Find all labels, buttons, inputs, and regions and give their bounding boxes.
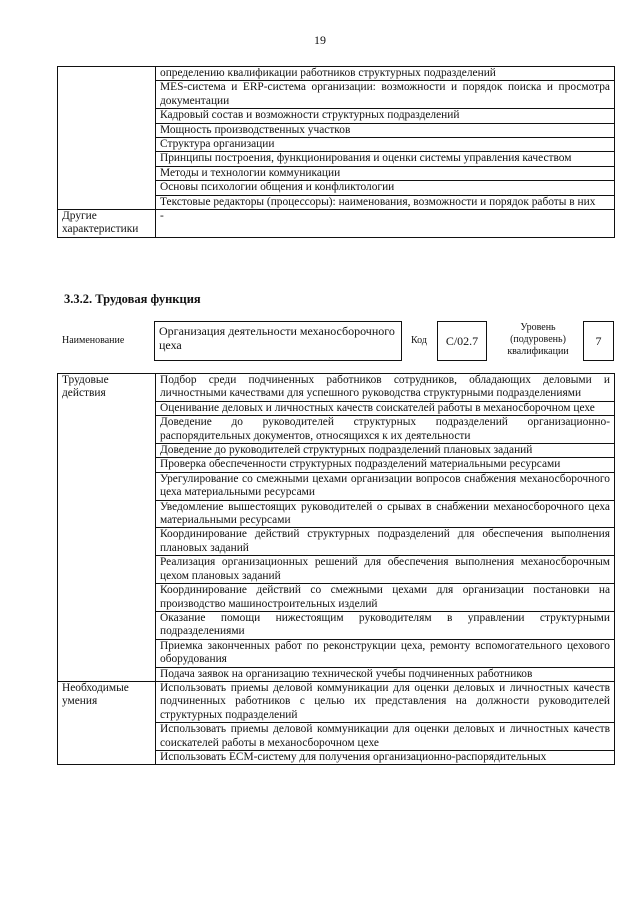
row-cell: Уведомление вышестоящих руководителей о срывах в снабжении механосборочного цеха материальными ресурсами	[156, 500, 615, 528]
row-cell: Использовать приемы деловой коммуникации для оценки деловых и личностных качеств соискателей работы в механосборочном цехе	[156, 723, 615, 751]
row-cell: Доведение до руководителей структурных подразделений плановых заданий	[156, 444, 615, 458]
row-cell: Оказание помощи нижестоящим руководителям в управлении структурными подразделениями	[156, 611, 615, 639]
level-value: 7	[595, 334, 602, 348]
row-cell: -	[156, 210, 615, 238]
row-cell: Кадровый состав и возможности структурных подразделений	[156, 109, 615, 123]
table-row	[58, 210, 615, 238]
row-label: Другие характеристики	[58, 210, 156, 238]
row-cell: Проверка обеспеченности структурных подразделений материальными ресурсами	[156, 458, 615, 472]
code-label: Код	[411, 335, 427, 346]
name-label: Наименование	[62, 335, 125, 346]
level-label: Уровень (подуровень) квалификации	[507, 322, 569, 357]
row-label: Трудовые действия	[58, 374, 156, 682]
row-cell: Подбор среди подчиненных работников сотрудников, обладающих деловыми и личностными качествами для успешного руководства структурными подразделениями	[156, 374, 615, 402]
row-cell: Мощность производственных участков	[156, 123, 615, 137]
name-value: Организация деятельности механосборочного цеха	[159, 324, 395, 352]
row-label	[58, 67, 156, 210]
row-cell: Структура организации	[156, 138, 615, 152]
row-cell: Координирование действий со смежными цехами для организации постановки на производство машиностроительных изделий	[156, 584, 615, 612]
row-cell: Реализация организационных решений для обеспечения выполнения механосборочным цехом плановых заданий	[156, 556, 615, 584]
row-cell: Основы психологии общения и конфликтологии	[156, 181, 615, 195]
row-cell: Текстовые редакторы (процессоры): наименования, возможности и порядок работы в них	[156, 195, 615, 209]
table-row	[58, 681, 615, 722]
row-cell: Принципы построения, функционирования и оценки системы управления качеством	[156, 152, 615, 166]
row-cell: Урегулирование со смежными цехами организации вопросов снабжения механосборочного цеха материальными ресурсами	[156, 472, 615, 500]
table-row	[58, 67, 615, 81]
section-heading: 3.3.2. Трудовая функция	[64, 292, 201, 306]
row-label: Необходимые умения	[58, 681, 156, 764]
row-cell: Координирование действий структурных подразделений для обеспечения выполнения плановых заданий	[156, 528, 615, 556]
row-cell: Использовать ECM-систему для получения организационно-распорядительных	[156, 750, 615, 764]
code-value-box	[437, 321, 487, 361]
labor-function-table	[57, 373, 615, 765]
row-cell: определению квалификации работников структурных подразделений	[156, 67, 615, 81]
row-cell: Использовать приемы деловой коммуникации для оценки деловых и личностных качеств подчиненных работников с целью их представления на должности руководителей структурных подразделений	[156, 681, 615, 722]
level-value-box	[583, 321, 614, 361]
top-requirements-table	[57, 66, 615, 238]
bottom-table-body	[58, 374, 615, 765]
table-row	[58, 374, 615, 402]
row-cell: Приемка законченных работ по реконструкции цеха, ремонту вспомогательного цехового оборудования	[156, 639, 615, 667]
row-cell: MES-система и ERP-система организации: возможности и порядок поиска и просмотра документации	[156, 81, 615, 109]
row-cell: Методы и технологии коммуникации	[156, 166, 615, 180]
page-number: 19	[314, 33, 326, 47]
top-table-body	[58, 67, 615, 238]
row-cell: Доведение до руководителей структурных подразделений организационно-распорядительных документов, относящихся к их деятельности	[156, 416, 615, 444]
row-cell: Подача заявок на организацию технической учебы подчиненных работников	[156, 667, 615, 681]
code-value: С/02.7	[445, 334, 479, 348]
name-value-box	[154, 321, 402, 361]
row-cell: Оценивание деловых и личностных качеств соискателей работы в механосборочном цехе	[156, 401, 615, 415]
